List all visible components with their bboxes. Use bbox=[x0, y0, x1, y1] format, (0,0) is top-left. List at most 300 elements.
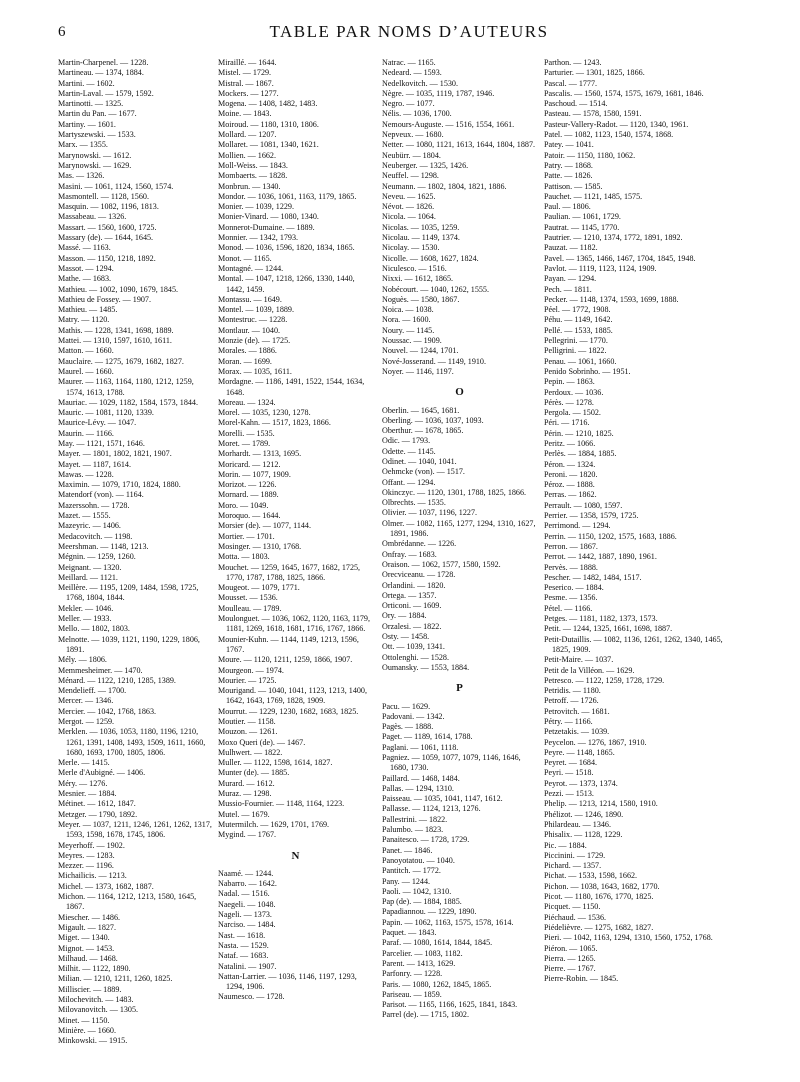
index-entry: Petit. — 1244, 1325, 1661, 1698, 1887. bbox=[544, 624, 673, 634]
index-entry: Noury. — 1145. bbox=[382, 325, 435, 335]
index-entry: Paraf. — 1080, 1614, 1844, 1845. bbox=[382, 938, 493, 948]
index-entry: Perron. — 1867. bbox=[544, 541, 598, 551]
index-entry: Moll-Weiss. — 1843. bbox=[218, 160, 288, 170]
index-entry: Milovanovitch. — 1305. bbox=[58, 1005, 139, 1015]
index-entry: Panoyotatou. — 1040. bbox=[382, 855, 455, 865]
index-entry: Perrot. — 1442, 1887, 1890, 1961. bbox=[544, 552, 657, 562]
index-entry: Natalini. — 1907. bbox=[218, 961, 277, 971]
index-entry: Merle d'Aubigné. — 1406. bbox=[58, 768, 146, 778]
index-entry: Mourrut. — 1229, 1230, 1682, 1683, 1825. bbox=[218, 706, 359, 716]
index-entry: Michailicis. — 1213. bbox=[58, 871, 127, 881]
index-entry: Naamé. — 1244. bbox=[218, 868, 274, 878]
index-entry: Nouvel. — 1244, 1701. bbox=[382, 346, 459, 356]
index-entry: Odette. — 1145. bbox=[382, 446, 436, 456]
index-entry: Morales. — 1886. bbox=[218, 346, 277, 356]
index-entry: Moricard. — 1212. bbox=[218, 459, 281, 469]
index-entry: Mouzon. — 1261. bbox=[218, 727, 278, 737]
index-entry: Pichon. — 1038, 1643, 1682, 1770. bbox=[544, 881, 660, 891]
index-entry: Monier-Vinard. — 1080, 1340. bbox=[218, 212, 319, 222]
index-entry: Maurin. — 1166. bbox=[58, 428, 114, 438]
index-entry: Oumansky. — 1553, 1884. bbox=[382, 662, 470, 672]
index-entry: Pierra. — 1265. bbox=[544, 953, 596, 963]
index-entry: Pauchet. — 1121, 1485, 1575. bbox=[544, 191, 643, 201]
index-entry: Medacovitch. — 1198. bbox=[58, 531, 133, 541]
index-entry: Pepin. — 1863. bbox=[544, 377, 595, 387]
index-entry: Milochevitch. — 1483. bbox=[58, 995, 134, 1005]
index-entry: Patel. — 1082, 1123, 1540, 1574, 1868. bbox=[544, 130, 674, 140]
index-entry: Maurice-Lévy. — 1047. bbox=[58, 418, 137, 428]
index-entry: Olbrechts. — 1535. bbox=[382, 498, 446, 508]
index-entry: Pavlot. — 1119, 1123, 1124, 1909. bbox=[544, 263, 657, 273]
index-entry: Pascal. — 1777. bbox=[544, 78, 598, 88]
index-entry: Perras. — 1862. bbox=[544, 490, 597, 500]
index-entry: Meershman. — 1148, 1213. bbox=[58, 541, 149, 551]
index-entry: Nobécourt. — 1040, 1262, 1555. bbox=[382, 284, 490, 294]
index-entry: Nicolas. — 1035, 1259. bbox=[382, 222, 460, 232]
index-entry: Neuffel. — 1298. bbox=[382, 171, 439, 181]
index-entry: Mazet. — 1555. bbox=[58, 511, 111, 521]
index-entry: Mousset. — 1536. bbox=[218, 593, 278, 603]
index-entry: Petridis. — 1180. bbox=[544, 686, 601, 696]
index-entry: Petresco. — 1122, 1259, 1728, 1729. bbox=[544, 675, 665, 685]
index-entry: Milliscier. — 1889. bbox=[58, 984, 122, 994]
index-entry: Nemours-Auguste. — 1516, 1554, 1661. bbox=[382, 119, 515, 129]
index-entry: Panaitesco. — 1728, 1729. bbox=[382, 835, 470, 845]
index-entry: Marynowski. — 1629. bbox=[58, 160, 132, 170]
index-entry: Pallestrini. — 1822. bbox=[382, 814, 448, 824]
index-entry: Peserico. — 1884. bbox=[544, 583, 604, 593]
index-entry: Oberling. — 1036, 1037, 1093. bbox=[382, 415, 484, 425]
index-entry: Pagès. — 1888. bbox=[382, 722, 434, 732]
index-entry: Petzetakis. — 1039. bbox=[544, 727, 610, 737]
index-entry: Martiny. — 1601. bbox=[58, 119, 116, 129]
index-entry: Matry. — 1120. bbox=[58, 315, 110, 325]
index-entry: Mygind. — 1767. bbox=[218, 830, 277, 840]
index-entry: Martini. — 1602. bbox=[58, 78, 115, 88]
index-entry: Pesme. — 1356. bbox=[544, 593, 598, 603]
index-entry: Parcelier. — 1083, 1182. bbox=[382, 948, 463, 958]
index-entry: Pasteur-Vallery-Radot. — 1120, 1340, 1961. bbox=[544, 119, 689, 129]
index-entry: Olmer. — 1082, 1165, 1277, 1294, 1310, 1627, 1891, 1986. bbox=[382, 518, 536, 539]
index-entry: Penido Sobrinho. — 1951. bbox=[544, 366, 631, 376]
index-entry: Parthon. — 1243. bbox=[544, 58, 602, 67]
index-entry: Payan. — 1294. bbox=[544, 274, 597, 284]
index-entry: Péel. — 1772, 1908. bbox=[544, 305, 611, 315]
index-entry: Monbrun. — 1340. bbox=[218, 181, 281, 191]
index-entry: Mombaerts. — 1828. bbox=[218, 171, 288, 181]
index-entry: Morax. — 1035, 1611. bbox=[218, 366, 292, 376]
index-entry: Mistral. — 1867. bbox=[218, 78, 274, 88]
index-column-1 bbox=[58, 58, 213, 1047]
index-entry: Mayet. — 1187, 1614. bbox=[58, 459, 131, 469]
index-entry: Meignant. — 1320. bbox=[58, 562, 122, 572]
index-entry: Piéron. — 1065. bbox=[544, 943, 598, 953]
index-entry: Petit-Dutaillis. — 1082, 1136, 1261, 1262, 1340, 1465, 1825, 1909. bbox=[544, 634, 723, 654]
index-entry: Murard. — 1612. bbox=[218, 778, 275, 788]
index-entry: Petrovitch. — 1681. bbox=[544, 706, 610, 716]
index-entry: Pierre-Robin. — 1845. bbox=[544, 974, 619, 984]
index-entry: Mignot. — 1453. bbox=[58, 943, 115, 953]
index-entry: Mergot. — 1259. bbox=[58, 717, 115, 726]
index-entry: Neumann. — 1802, 1804, 1821, 1886. bbox=[382, 181, 507, 191]
index-entry: Pech. — 1811. bbox=[544, 284, 592, 294]
index-entry: Parturier. — 1301, 1825, 1866. bbox=[544, 68, 645, 78]
index-entry: Matendorf (von). — 1164. bbox=[58, 490, 144, 500]
index-entry: Odic. — 1793. bbox=[382, 436, 431, 446]
index-entry: Mesnier. — 1884. bbox=[58, 789, 117, 799]
index-entry: Philardeau. — 1346. bbox=[544, 819, 611, 829]
index-entry: Motta. — 1803. bbox=[218, 552, 270, 562]
index-entry: Montagné. — 1244. bbox=[218, 263, 284, 273]
index-entry: Paquet. — 1843. bbox=[382, 928, 437, 938]
index-entry: Pallas. — 1294, 1310. bbox=[382, 783, 454, 793]
index-entry: Patry. — 1868. bbox=[544, 160, 593, 170]
index-entry: Nicolau. — 1149, 1374. bbox=[382, 233, 460, 243]
index-entry: Minière. — 1660. bbox=[58, 1025, 116, 1035]
index-entry: Odinet. — 1040, 1041. bbox=[382, 456, 457, 466]
index-entry: Nicola. — 1064. bbox=[382, 212, 436, 222]
index-entry: Monod. — 1036, 1596, 1820, 1834, 1865. bbox=[218, 243, 355, 253]
index-entry: Orticoni. — 1609. bbox=[382, 601, 442, 611]
index-entry: Maximin. — 1079, 1710, 1824, 1880. bbox=[58, 480, 181, 490]
index-entry: Minet. — 1150. bbox=[58, 1015, 110, 1025]
index-entry: Nasta. — 1529. bbox=[218, 940, 269, 950]
index-entry: Nicolay. — 1530. bbox=[382, 243, 440, 253]
index-entry: Paget. — 1189, 1614, 1788. bbox=[382, 732, 473, 742]
index-entry: Matton. — 1660. bbox=[58, 346, 114, 356]
index-entry: Pautrier. — 1210, 1374, 1772, 1891, 1892. bbox=[544, 233, 683, 243]
index-entry: Pellegrini. — 1770. bbox=[544, 336, 608, 346]
index-entry: Morel-Kahn. — 1517, 1823, 1866. bbox=[218, 418, 331, 428]
index-entry: Maurel. — 1660. bbox=[58, 366, 114, 376]
index-entry: Morin. — 1077, 1909. bbox=[218, 469, 291, 479]
index-entry: Ott. — 1039, 1341. bbox=[382, 642, 445, 652]
index-entry: Picquet. — 1150. bbox=[544, 902, 601, 912]
index-entry: Montel. — 1039, 1889. bbox=[218, 305, 294, 315]
index-column-3 bbox=[382, 58, 537, 1021]
index-entry: Meyerhoff. — 1902. bbox=[58, 840, 125, 850]
index-entry: Péri. — 1716. bbox=[544, 418, 590, 428]
index-entry: Niculesco. — 1516. bbox=[382, 263, 447, 273]
index-entry: Ombrédanne. — 1226. bbox=[382, 539, 457, 549]
index-entry: Pieri. — 1042, 1163, 1294, 1310, 1560, 1752, 1768. bbox=[544, 933, 713, 943]
index-entry: Pauzat. — 1182. bbox=[544, 243, 598, 253]
index-entry: Pérès. — 1278. bbox=[544, 397, 594, 407]
index-entry: Mistel. — 1729. bbox=[218, 68, 272, 78]
index-entry: Patey. — 1041. bbox=[544, 140, 594, 150]
page-number: 6 bbox=[58, 24, 66, 40]
index-entry: Meillard. — 1121. bbox=[58, 572, 118, 582]
index-entry: Michon. — 1164, 1212, 1213, 1580, 1645, 1867. bbox=[58, 892, 197, 912]
index-entry: Pagniez. — 1059, 1077, 1079, 1146, 1646, 1680, 1730. bbox=[382, 753, 521, 773]
index-entry: Ortega. — 1357. bbox=[382, 590, 437, 600]
index-entry: Mazeyric. — 1406. bbox=[58, 521, 121, 531]
index-entry: Perrin. — 1150, 1202, 1575, 1683, 1886. bbox=[544, 531, 677, 541]
index-entry: May. — 1121, 1571, 1646. bbox=[58, 438, 145, 448]
index-entry: Moret. — 1789. bbox=[218, 438, 271, 448]
index-entry: Péhu. — 1149, 1642. bbox=[544, 315, 613, 325]
index-entry: Moroquo. — 1644. bbox=[218, 511, 281, 521]
index-entry: Mouchet. — 1259, 1645, 1677, 1682, 1725, 1770, 1787, 1788, 1825, 1866. bbox=[218, 562, 361, 582]
index-entry: Parfonry. — 1228. bbox=[382, 969, 443, 979]
index-entry: Negro. — 1077. bbox=[382, 99, 435, 109]
index-entry: Meillère. — 1195, 1209, 1484, 1598, 1725, 1768, 1804, 1844. bbox=[58, 583, 199, 603]
index-entry: Morsier (de). — 1077, 1144. bbox=[218, 521, 311, 531]
index-entry: Mély. — 1806. bbox=[58, 655, 107, 665]
index-entry: Padovani. — 1342. bbox=[382, 711, 445, 721]
index-entry: Muller. — 1122, 1598, 1614, 1827. bbox=[218, 758, 333, 768]
index-entry: Nepveux. — 1680. bbox=[382, 130, 444, 140]
index-entry: Orlandini. — 1820. bbox=[382, 580, 446, 590]
index-entry: Nageli. — 1373. bbox=[218, 910, 272, 920]
index-entry: Pascalis. — 1560, 1574, 1575, 1679, 1681, 1846. bbox=[544, 88, 704, 98]
index-entry: Miraillé. — 1644. bbox=[218, 58, 277, 67]
index-entry: Noussac. — 1909. bbox=[382, 336, 442, 346]
index-entry: Moiroud. — 1180, 1310, 1806. bbox=[218, 119, 319, 129]
index-entry: Mauric. — 1081, 1120, 1339. bbox=[58, 408, 154, 418]
index-entry: Mollien. — 1662. bbox=[218, 150, 277, 160]
index-entry: Moure. — 1120, 1211, 1259, 1866, 1907. bbox=[218, 655, 353, 665]
index-entry: Noguès. — 1580, 1867. bbox=[382, 294, 460, 304]
index-entry: Marynowski. — 1612. bbox=[58, 150, 132, 160]
index-entry: Naegeli. — 1048. bbox=[218, 899, 276, 909]
index-entry: Phélizot. — 1246, 1890. bbox=[544, 809, 624, 819]
index-entry: Pic. — 1884. bbox=[544, 840, 587, 850]
index-entry: Petit de la Villéon. — 1629. bbox=[544, 665, 635, 675]
section-letter: N bbox=[291, 849, 300, 862]
index-entry: Masmontell. — 1128, 1560. bbox=[58, 191, 149, 201]
index-entry: Mounier-Kuhn. — 1144, 1149, 1213, 1596, 1767. bbox=[218, 634, 359, 654]
index-entry: Paris. — 1080, 1262, 1845, 1865. bbox=[382, 979, 492, 989]
index-entry: Merle. — 1415. bbox=[58, 758, 110, 768]
index-entry: Milhaud. — 1468. bbox=[58, 953, 118, 963]
index-entry: Ottolenghi. — 1528. bbox=[382, 652, 449, 662]
index-entry: Metzger. — 1790, 1892. bbox=[58, 809, 138, 819]
index-entry: Paul. — 1806. bbox=[544, 202, 591, 212]
index-entry: Monnier. — 1342, 1793. bbox=[218, 233, 299, 243]
index-entry: Mutermilch. — 1629, 1701, 1769. bbox=[218, 819, 330, 829]
section-letter: P bbox=[456, 682, 463, 695]
index-entry: Papin. — 1062, 1163, 1575, 1578, 1614. bbox=[382, 917, 514, 927]
index-entry: Mendelieff. — 1700. bbox=[58, 686, 127, 696]
index-entry: Orzalesi. — 1822. bbox=[382, 621, 442, 631]
index-entry: Mockers. — 1277. bbox=[218, 88, 279, 98]
index-entry: Nicolle. — 1608, 1627, 1824. bbox=[382, 253, 479, 263]
index-entry: Melnotte. — 1039, 1121, 1190, 1229, 1806, 1891. bbox=[58, 634, 200, 654]
index-entry: Massot. — 1294. bbox=[58, 263, 114, 273]
index-entry: Métinet. — 1612, 1847. bbox=[58, 799, 136, 809]
index-entry: Parent. — 1413, 1629. bbox=[382, 958, 456, 968]
index-entry: Moxo Queri (de). — 1467. bbox=[218, 737, 306, 747]
index-entry: Piccinini. — 1729. bbox=[544, 850, 606, 860]
index-entry: Pap (de). — 1884, 1885. bbox=[382, 897, 462, 907]
index-entry: Pacu. — 1629. bbox=[382, 701, 431, 711]
index-entry: Mekler. — 1046. bbox=[58, 603, 114, 613]
index-entry: Mégnin. — 1259, 1260. bbox=[58, 552, 136, 562]
index-entry: Montestruc. — 1228. bbox=[218, 315, 288, 325]
index-entry: Orecviceanu. — 1728. bbox=[382, 570, 456, 580]
index-entry: Muraz. — 1298. bbox=[218, 789, 272, 799]
index-entry: Narciso. — 1484. bbox=[218, 920, 276, 930]
index-entry: Pellé. — 1533, 1885. bbox=[544, 325, 613, 335]
index-entry: Pattison. — 1585. bbox=[544, 181, 603, 191]
index-entry: Mauclaire. — 1275, 1679, 1682, 1827. bbox=[58, 356, 184, 366]
index-entry: Martin-Laval. — 1579, 1592. bbox=[58, 88, 154, 98]
index-entry: Mauriac. — 1029, 1182, 1584, 1573, 1844. bbox=[58, 397, 198, 407]
index-entry: Perlès. — 1884, 1885. bbox=[544, 449, 617, 459]
index-entry: Mussio-Fournier. — 1148, 1164, 1223. bbox=[218, 799, 345, 809]
index-entry: Parrel (de). — 1715, 1802. bbox=[382, 1010, 469, 1020]
index-entry: Peyri. — 1518. bbox=[544, 768, 594, 778]
index-entry: Pétry. — 1166. bbox=[544, 717, 593, 726]
index-entry: Maurer. — 1163, 1164, 1180, 1212, 1259, 1574, 1613, 1788. bbox=[58, 377, 194, 397]
index-entry: Nedeard. — 1593. bbox=[382, 68, 442, 78]
index-entry: Pervès. — 1888. bbox=[544, 562, 598, 572]
index-column-4 bbox=[544, 58, 742, 985]
index-entry: Petroff. — 1726. bbox=[544, 696, 599, 706]
index-entry: Parisot. — 1165, 1166, 1625, 1841, 1843. bbox=[382, 1000, 518, 1010]
index-entry: Névot. — 1826. bbox=[382, 202, 435, 212]
index-entry: Pecker. — 1148, 1374, 1593, 1699, 1888. bbox=[544, 294, 679, 304]
index-entry: Morel. — 1035, 1230, 1278. bbox=[218, 408, 311, 418]
index-entry: Osty. — 1458. bbox=[382, 632, 430, 642]
index-entry: Petges. — 1181, 1182, 1373, 1573. bbox=[544, 614, 658, 624]
index-entry: Paschoud. — 1514. bbox=[544, 99, 608, 109]
index-entry: Moreau. — 1324. bbox=[218, 397, 276, 407]
index-entry: Merklen. — 1036, 1053, 1180, 1196, 1210, 1261, 1391, 1408, 1493, 1509, 1611, 1660, 1680, 1693, 1700, 1805, 1806. bbox=[58, 727, 206, 757]
index-entry: Nattan-Larrier. — 1036, 1146, 1197, 1293, 1294, 1906. bbox=[218, 971, 357, 992]
index-entry: Moulleau. — 1789. bbox=[218, 603, 282, 613]
index-entry: Pasteau. — 1578, 1580, 1591. bbox=[544, 109, 642, 119]
index-entry: Pescher. — 1482, 1484, 1517. bbox=[544, 572, 642, 582]
index-entry: Natrac. — 1165. bbox=[382, 58, 436, 67]
index-entry: Mathieu. — 1002, 1090, 1679, 1845. bbox=[58, 284, 179, 294]
index-entry: Pétel. — 1166. bbox=[544, 603, 593, 613]
index-entry: Moran. — 1699. bbox=[218, 356, 272, 366]
index-entry: Okinczyc. — 1120, 1301, 1788, 1825, 1866. bbox=[382, 487, 527, 497]
index-entry: Massabeau. — 1326. bbox=[58, 212, 127, 222]
index-entry: Pany. — 1244. bbox=[382, 876, 431, 886]
index-entry: Paglani. — 1061, 1118. bbox=[382, 742, 459, 752]
index-entry: Ory. — 1884. bbox=[382, 611, 427, 621]
index-entry: Montassu. — 1649. bbox=[218, 294, 282, 304]
index-entry: Nové-Josserand. — 1149, 1910. bbox=[382, 356, 487, 366]
index-entry: Martin du Pan. — 1677. bbox=[58, 109, 137, 119]
index-entry: Mercer. — 1346. bbox=[58, 696, 114, 706]
index-entry: Patoir. — 1150, 1180, 1062. bbox=[544, 150, 636, 160]
index-entry: Mosinger. — 1310, 1768. bbox=[218, 541, 302, 551]
index-entry: Martyszewski. — 1533. bbox=[58, 130, 136, 140]
index-entry: Peritz. — 1066. bbox=[544, 438, 596, 448]
index-entry: Paoli. — 1042, 1310. bbox=[382, 886, 452, 896]
index-entry: Mattei. — 1310, 1597, 1610, 1611. bbox=[58, 336, 172, 346]
index-entry: Pergola. — 1502. bbox=[544, 408, 601, 418]
index-entry: Pavel. — 1365, 1466, 1467, 1704, 1845, 1948. bbox=[544, 253, 696, 263]
index-entry: Peyre. — 1148, 1865. bbox=[544, 747, 615, 757]
index-entry: Netter. — 1080, 1121, 1613, 1644, 1804, 1887. bbox=[382, 140, 536, 150]
index-entry: Pichat. — 1533, 1598, 1662. bbox=[544, 871, 638, 881]
index-entry: Pichard. — 1357. bbox=[544, 861, 602, 871]
index-entry: Pautrat. — 1145, 1770. bbox=[544, 222, 620, 232]
index-entry: Noyer. — 1146, 1197. bbox=[382, 366, 454, 376]
index-entry: Michel. — 1373, 1682, 1887. bbox=[58, 881, 154, 891]
index-entry: Masson. — 1150, 1218, 1892. bbox=[58, 253, 156, 263]
index-entry: Mathe. — 1683. bbox=[58, 274, 112, 284]
index-entry: Onfray. — 1683. bbox=[382, 549, 437, 559]
page-header bbox=[58, 22, 760, 44]
index-entry: Peyrot. — 1373, 1374. bbox=[544, 778, 618, 788]
index-entry: Monzie (de). — 1725. bbox=[218, 336, 291, 346]
index-entry: Martin-Charpenel. — 1228. bbox=[58, 58, 149, 67]
index-entry: Périn. — 1210, 1825. bbox=[544, 428, 614, 438]
index-entry: Marx. — 1355. bbox=[58, 140, 108, 150]
index-entry: Perrier. — 1358, 1579, 1725. bbox=[544, 511, 639, 521]
index-entry: Mougeot. — 1079, 1771. bbox=[218, 583, 300, 593]
index-entry: Mulhwert. — 1822. bbox=[218, 747, 283, 757]
index-entry: Meyres. — 1283. bbox=[58, 850, 115, 860]
index-entry: Mourgeon. — 1974. bbox=[218, 665, 284, 675]
index-entry: Oberlin. — 1645, 1681. bbox=[382, 405, 460, 415]
section-letter: O bbox=[455, 386, 464, 399]
index-entry: Mathieu. — 1485. bbox=[58, 305, 118, 315]
index-entry: Mollaret. — 1081, 1340, 1621. bbox=[218, 140, 319, 150]
index-entry: Migault. — 1827. bbox=[58, 922, 117, 932]
index-entry: Papadiannou. — 1229, 1890. bbox=[382, 907, 477, 917]
index-entry: Ménard. — 1122, 1210, 1285, 1389. bbox=[58, 675, 176, 685]
index-entry: Petit-Maire. — 1037. bbox=[544, 655, 614, 665]
index-entry: Miget. — 1340. bbox=[58, 933, 110, 943]
index-entry: Oraison. — 1062, 1577, 1580, 1592. bbox=[382, 559, 501, 569]
index-entry: Mayer. — 1801, 1802, 1821, 1907. bbox=[58, 449, 172, 459]
index-entry: Nègre. — 1035, 1119, 1787, 1946. bbox=[382, 88, 495, 98]
index-entry: Péron. — 1324. bbox=[544, 459, 596, 469]
index-entry: Nataf. — 1683. bbox=[218, 951, 269, 961]
index-entry: Neubürr. — 1804. bbox=[382, 150, 441, 160]
index-entry: Offant. — 1294. bbox=[382, 477, 436, 487]
index-entry: Paisseau. — 1035, 1041, 1147, 1612. bbox=[382, 794, 503, 804]
index-entry: Mazerssohn. — 1728. bbox=[58, 500, 130, 510]
page-title: TABLE PAR NOMS D’AUTEURS bbox=[269, 22, 549, 41]
index-entry: Mathis. — 1228, 1341, 1698, 1889. bbox=[58, 325, 174, 335]
index-entry: Mogena. — 1408, 1482, 1483. bbox=[218, 99, 318, 109]
index-entry: Monier. — 1039, 1229. bbox=[218, 202, 294, 212]
index-entry: Mourier. — 1725. bbox=[218, 675, 277, 685]
index-entry: Miescher. — 1486. bbox=[58, 912, 121, 922]
index-entry: Moutier. — 1158. bbox=[218, 717, 276, 726]
index-entry: Mornard. — 1889. bbox=[218, 490, 279, 500]
index-entry: Pallasse. — 1124, 1213, 1276. bbox=[382, 804, 481, 814]
index-entry: Nedelkovitch. — 1530. bbox=[382, 78, 458, 88]
index-entry: Penau. — 1061, 1660. bbox=[544, 356, 617, 366]
index-entry: Monnerot-Dumaine. — 1889. bbox=[218, 222, 315, 232]
index-entry: Pelligrini. — 1822. bbox=[544, 346, 607, 356]
index-entry: Morizot. — 1226. bbox=[218, 480, 277, 490]
index-entry: Patte. — 1826. bbox=[544, 171, 593, 181]
index-entry: Paillard. — 1468, 1484. bbox=[382, 773, 460, 783]
index-entry: Masini. — 1061, 1124, 1560, 1574. bbox=[58, 181, 174, 191]
index-entry: Mordagne. — 1186, 1491, 1522, 1544, 1634, 1648. bbox=[218, 377, 365, 397]
index-entry: Méry. — 1276. bbox=[58, 778, 108, 788]
index-entry: Moine. — 1843. bbox=[218, 109, 272, 119]
index-entry: Mathieu de Fossey. — 1907. bbox=[58, 294, 151, 304]
index-entry: Mourigand. — 1040, 1041, 1123, 1213, 1400, 1642, 1643, 1769, 1828, 1909. bbox=[218, 686, 367, 706]
index-entry: Phelip. — 1213, 1214, 1580, 1910. bbox=[544, 799, 658, 809]
index-entry: Monot. — 1165. bbox=[218, 253, 272, 263]
index-entry: Mondor. — 1036, 1061, 1163, 1179, 1865. bbox=[218, 191, 357, 201]
index-entry: Massary (de). — 1644, 1645. bbox=[58, 233, 154, 243]
index-entry: Munter (de). — 1885. bbox=[218, 768, 290, 778]
index-entry: Morhardt. — 1313, 1695. bbox=[218, 449, 302, 459]
